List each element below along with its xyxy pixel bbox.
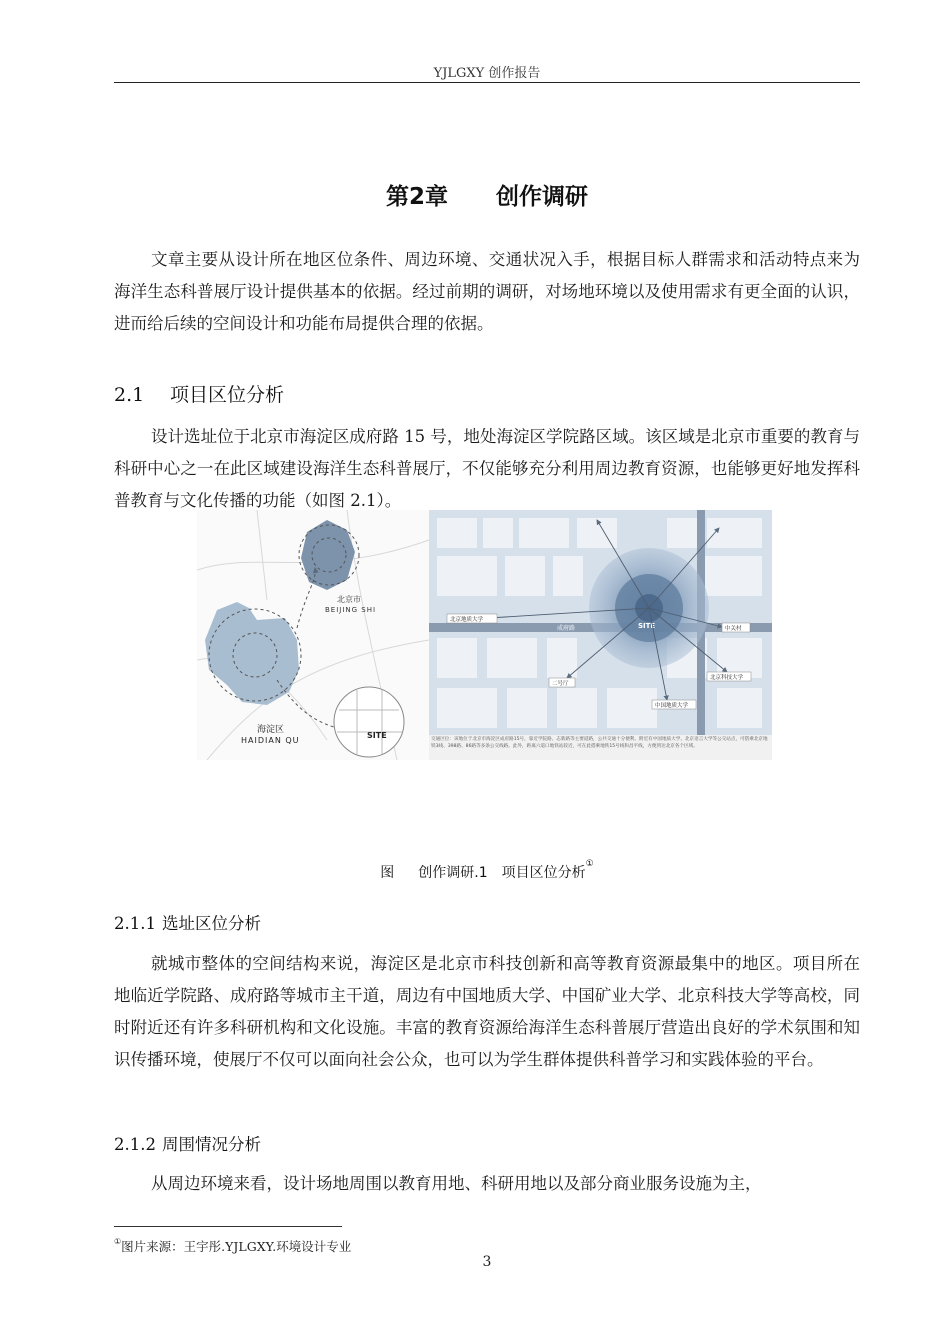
beijing-label-en: BEIJING SHI [325, 606, 377, 614]
section-number: 2.1 [114, 384, 145, 406]
page-number: 3 [482, 1254, 492, 1270]
section-heading-2-1-2 [114, 1131, 261, 1155]
site-label-center: SITE [638, 622, 656, 630]
chapter-name: 创作调研 [496, 184, 588, 210]
section-2-1-1-paragraph: 就城市整体的空间结构来说，海淀区是北京市科技创新和高等教育资源最集中的地区。项目所在地临近学院路、成府路等城市主干道，周边有中国地质大学、中国矿业大学、北京科技大学等高校，同时附近还有许多科研机构和文化设施。丰富的教育资源给海洋生态科普展厅营造出良好的学术氛围和知识传播环境，使展厅不仅可以面向社会公众，也可以为学生群体提供科普学习和实践体验的平台。 [114, 954, 860, 1069]
footnote-mark: ① [114, 1237, 122, 1246]
section-title: 项目区位分析 [170, 384, 285, 406]
section-number: 2.1.2 [114, 1135, 156, 1154]
traffic-note-container [431, 736, 770, 760]
caption-prefix: 图 [380, 865, 395, 881]
site-label-small: SITE [367, 731, 387, 740]
section-number: 2.1.1 [114, 914, 156, 933]
section-heading-2-1 [114, 380, 284, 407]
running-header: YJLGXY 创作报告 [433, 66, 541, 81]
section-2-1-2-paragraph: 从周边环境来看，设计场地周围以教育用地、科研用地以及部分商业服务设施为主， [151, 1174, 762, 1193]
section-title: 周围情况分析 [162, 1135, 261, 1154]
chapter-number: 第2章 [385, 184, 448, 210]
section-title: 选址区位分析 [162, 914, 261, 933]
place-label-bottom: 中国地质大学 [655, 703, 689, 709]
haidian-label-cn: 海淀区 [257, 725, 285, 735]
haidian-label-en: HAIDIAN QU [241, 736, 300, 745]
place-label-top-left: 北京地质大学 [450, 617, 484, 623]
traffic-note-text: 交通区位：该地位于北京市海淀区成府路15号，靠近学院路、志新路等主要道路，公共交通十分便利。附近有中国地质大学、北京语言大学等公交站点，可搭乘北京地铁3线、398路、86路等多条公交线路。此外，距离六道口地铁站较近，可在此搭乘地铁15号线和昌平线，方便到达北京各个区域。 [431, 737, 768, 749]
caption-footnote-mark: ① [585, 859, 594, 869]
place-label-right: 中关村 [725, 626, 742, 632]
beijing-label-cn: 北京市 [337, 595, 361, 604]
site-magnifier [334, 687, 404, 757]
intro-paragraph: 文章主要从设计所在地区位条件、周边环境、交通状况入手，根据目标人群需求和活动特点来为海洋生态科普展厅设计提供基本的依据。经过前期的调研，对场地环境以及使用需求有更全面的认识，进而给后续的空间设计和功能布局提供合理的依据。 [114, 250, 860, 333]
footnote [114, 1237, 351, 1255]
footnote-text: 图片来源：王宇彤.YJLGXY.环境设计专业 [121, 1239, 352, 1254]
road-label: 成府路 [557, 625, 576, 632]
figure-caption [114, 859, 860, 882]
chapter-title [114, 178, 860, 211]
caption-text: 创作调研.1 项目区位分析 [418, 865, 586, 881]
section-2-1-paragraph: 设计选址位于北京市海淀区成府路 15 号，地处海淀区学院路区域。该区域是北京市重要的教育与科研中心之一在此区域建设海洋生态科普展厅，不仅能够充分利用周边教育资源，也能够更好地发挥科普教育与文化传播的功能（如图 2.1）。 [114, 427, 860, 510]
place-label-mid: 二号厅 [552, 681, 569, 687]
location-map-figure [197, 510, 772, 760]
section-heading-2-1-1 [114, 910, 261, 934]
footnote-rule [114, 1226, 342, 1227]
place-label-bottom-right: 北京科技大学 [710, 675, 744, 681]
header-rule [114, 82, 860, 83]
